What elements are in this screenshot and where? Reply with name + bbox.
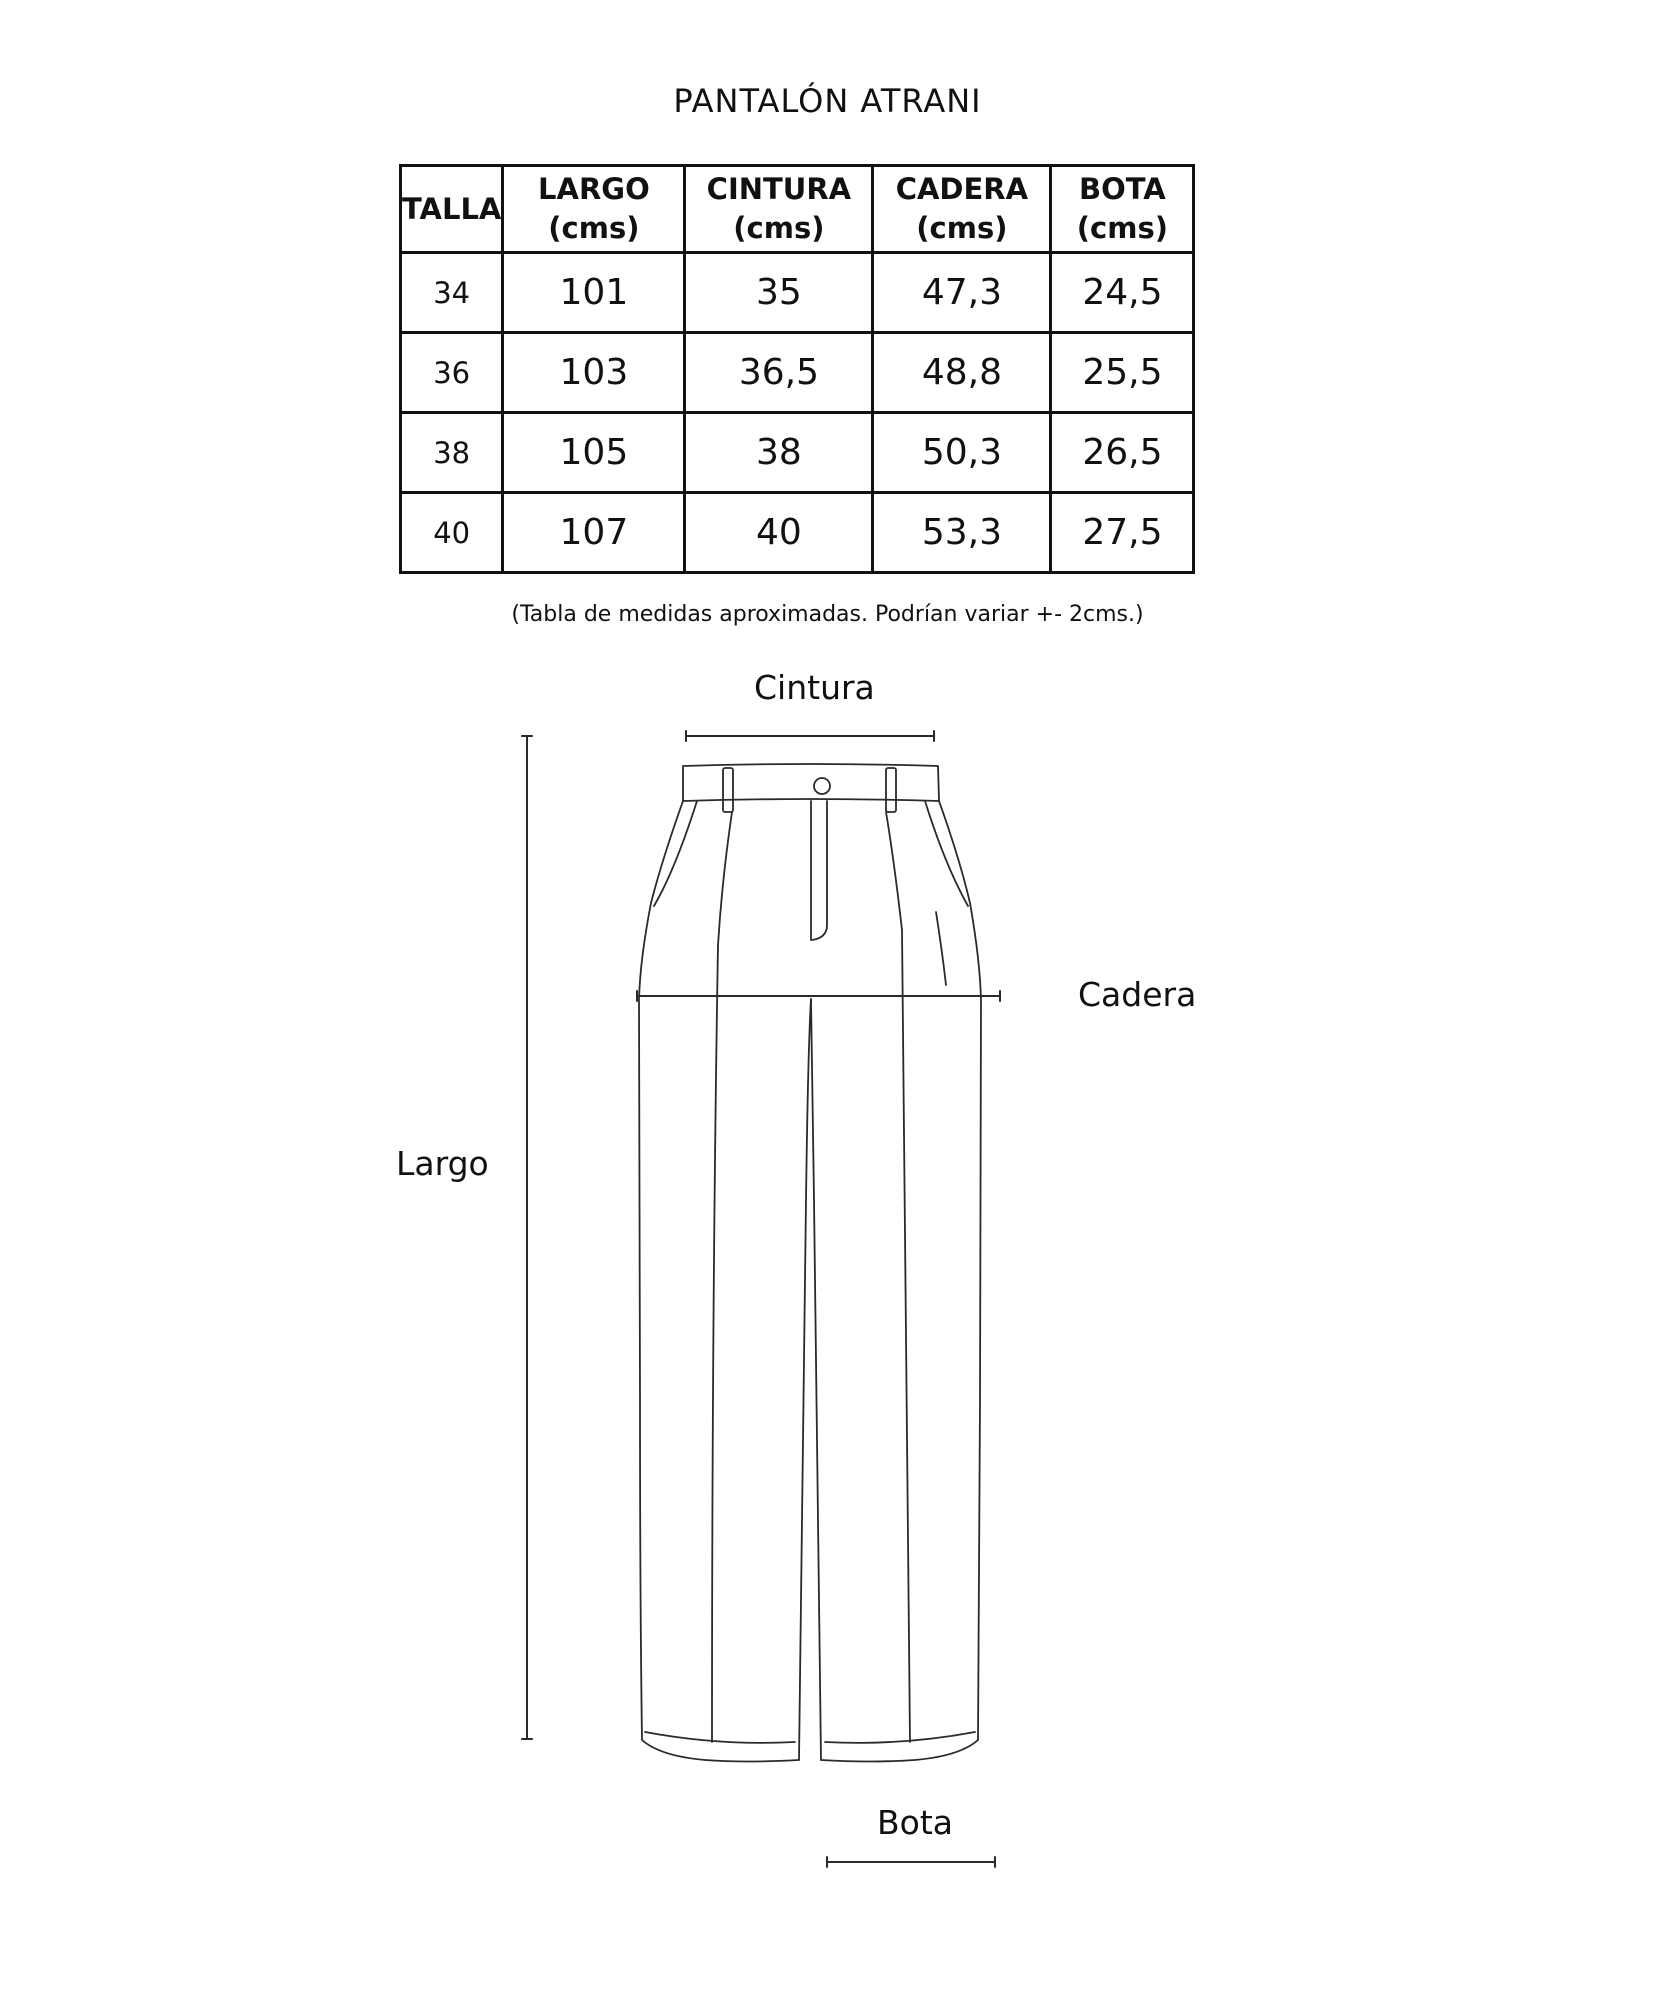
largo-measure-line (522, 736, 532, 1739)
cell-cadera: 50,3 (873, 413, 1051, 493)
cell-largo: 103 (503, 333, 685, 413)
header-bota: BOTA (cms) (1051, 166, 1194, 253)
cell-talla: 38 (401, 413, 503, 493)
cell-largo: 105 (503, 413, 685, 493)
pants-outline (639, 764, 981, 1762)
header-largo: LARGO (cms) (503, 166, 685, 253)
cell-largo: 101 (503, 253, 685, 333)
cell-cadera: 47,3 (873, 253, 1051, 333)
cell-largo: 107 (503, 493, 685, 573)
cell-bota: 27,5 (1051, 493, 1194, 573)
measurement-note: (Tabla de medidas aproximadas. Podrían variar +- 2cms.) (511, 602, 1144, 627)
header-talla: TALLA (401, 166, 503, 253)
cell-bota: 25,5 (1051, 333, 1194, 413)
page-title: PANTALÓN ATRANI (673, 82, 982, 120)
cell-bota: 24,5 (1051, 253, 1194, 333)
cell-talla: 36 (401, 333, 503, 413)
label-bota: Bota (877, 1803, 953, 1842)
label-largo: Largo (396, 1144, 489, 1183)
cell-cintura: 40 (685, 493, 873, 573)
cell-talla: 40 (401, 493, 503, 573)
cadera-measure-line (637, 991, 1000, 1001)
cell-cintura: 38 (685, 413, 873, 493)
label-cintura: Cintura (754, 668, 875, 707)
cintura-measure-line (686, 731, 934, 741)
cell-cintura: 36,5 (685, 333, 873, 413)
cell-bota: 26,5 (1051, 413, 1194, 493)
label-cadera: Cadera (1078, 975, 1197, 1014)
cell-cadera: 53,3 (873, 493, 1051, 573)
header-cintura: CINTURA (cms) (685, 166, 873, 253)
cell-talla: 34 (401, 253, 503, 333)
cell-cadera: 48,8 (873, 333, 1051, 413)
cell-cintura: 35 (685, 253, 873, 333)
header-cadera: CADERA (cms) (873, 166, 1051, 253)
bota-measure-line (827, 1857, 995, 1867)
